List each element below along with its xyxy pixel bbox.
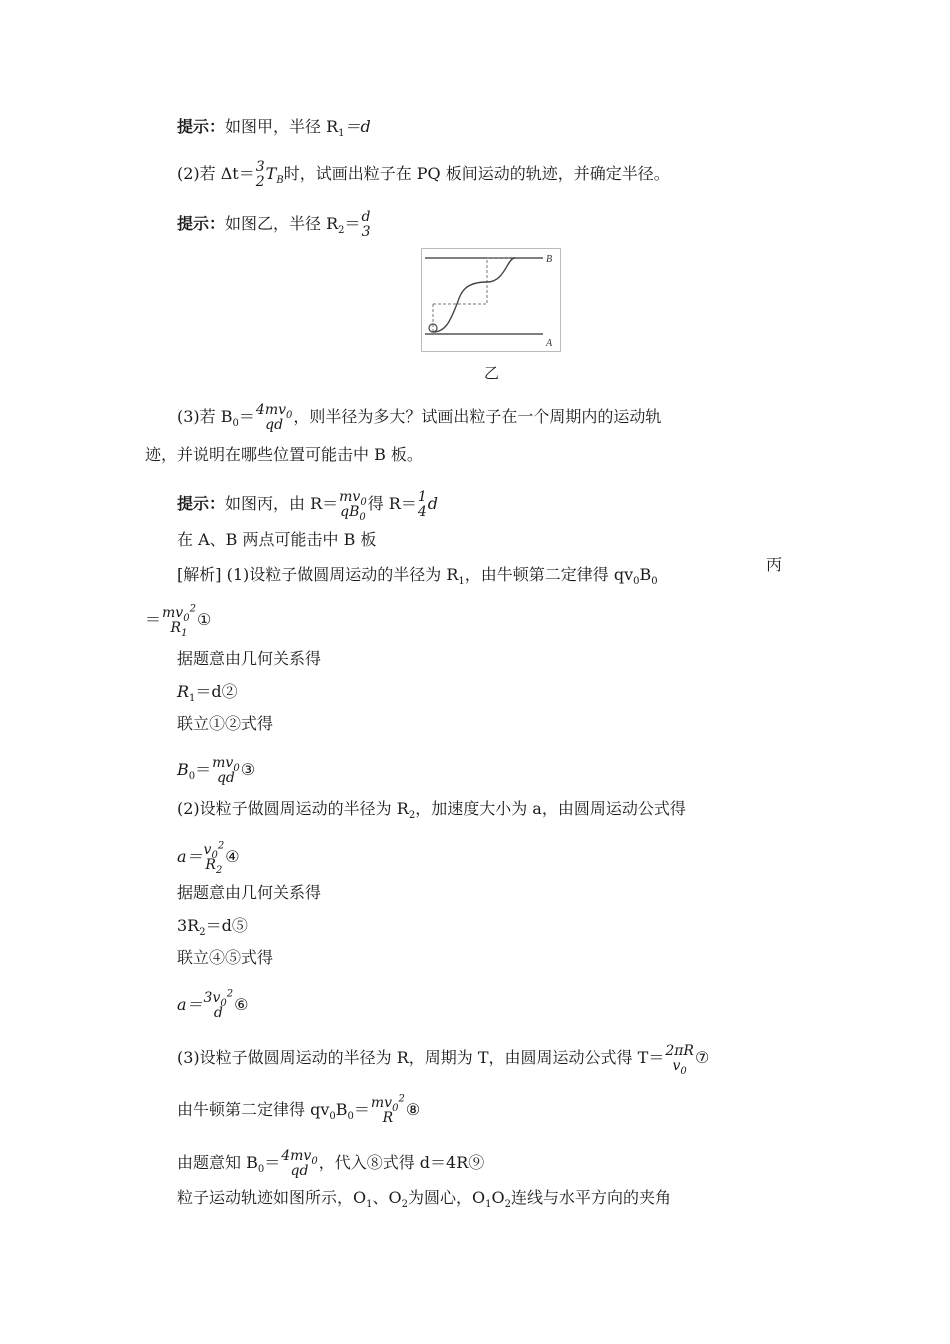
label-b: B [546, 254, 553, 265]
side-label: 丙 [766, 555, 783, 574]
analysis-line-2: ＝ $mv_0^2$ $R_1$ ① [145, 603, 212, 639]
analysis-line-3: 据题意由几何关系得 [177, 649, 322, 668]
hint-3: 提示：如图丙，由 R＝ $mv_0$ $qB_0$ 得 R＝ 1 4 d [177, 489, 439, 523]
hint-2: 提示：如图乙，半径 $R_2=$ d 3 [177, 209, 371, 240]
hint-label: 提示： [177, 214, 226, 233]
fraction: 1 4 [417, 489, 427, 520]
fraction: $mv_0$ qd [212, 755, 240, 786]
label-a: A [546, 338, 553, 349]
question-2: (2)若 Δt＝ 3 2 $T_B$时，试画出粒子在 PQ 板间运动的轨迹，并确定半径。 [177, 159, 670, 190]
figure-caption: 乙 [484, 364, 500, 382]
fraction: $3v_0^2$ d [203, 988, 234, 1021]
analysis-line-5: 联立①②式得 [177, 714, 274, 733]
analysis-line-13: (3)设粒子做圆周运动的半径为 R，周期为 T，由圆周运动公式得 T＝ 2πR $v_0$ ⑦ [177, 1043, 710, 1077]
analysis-line-12: a＝ $3v_0^2$ d ⑥ [177, 988, 249, 1021]
question-3: (3)若 $B_0=$ $4mv_0$ qd ，则半径为多大？试画出粒子在一个周期内的运动轨 [177, 402, 662, 433]
dashed-guide [433, 258, 515, 332]
analysis-line-14: 由牛顿第二定律得 $qv_0B_0=$ $mv_0^2$ R ⑧ [177, 1093, 421, 1126]
fraction: $4mv_0$ qd [255, 402, 293, 433]
fraction: $4mv_0$ qd [281, 1148, 318, 1179]
fraction: d 3 [361, 209, 371, 240]
trajectory-diagram [421, 248, 561, 352]
analysis-line-10: $3R_2=d⑤$ [177, 916, 248, 939]
trajectory-figure [421, 248, 561, 352]
hint-3-line-2: 在 A、B 两点可能击中 B 板 [177, 530, 377, 549]
hint-label: 提示： [177, 494, 226, 513]
analysis-line-6: $B_0=$ $mv_0$ qd ③ [177, 755, 256, 786]
analysis-line-11: 联立④⑤式得 [177, 948, 274, 967]
analysis-line-9: 据题意由几何关系得 [177, 883, 322, 902]
hint-label: 提示： [177, 117, 226, 136]
fraction: 3 2 [255, 159, 265, 190]
fraction: $mv_0$ $qB_0$ [339, 489, 367, 523]
fraction: $v_0^2$ $R_2$ [203, 840, 225, 876]
fraction: 2πR $v_0$ [665, 1043, 694, 1077]
analysis-line-8: a＝ $v_0^2$ $R_2$ ④ [177, 840, 240, 876]
fraction: $mv_0^2$ $R_1$ [162, 603, 196, 639]
fraction: $mv_0^2$ R [370, 1093, 405, 1126]
analysis-line-1: [解析] (1)设粒子做圆周运动的半径为 $R_1$，由牛顿第二定律得 $qv_0B_0$ [177, 565, 658, 588]
particle-path [433, 258, 515, 332]
analysis-line-15: 由题意知 $B_0=$ $4mv_0$ qd ，代入⑧式得 d＝4R⑨ [177, 1148, 485, 1179]
question-3-line-2: 迹，并说明在哪些位置可能击中 B 板。 [145, 445, 423, 464]
analysis-line-4: $R_1=d②$ [177, 682, 238, 705]
hint-1: 提示：如图甲，半径 $R_1=d$ [177, 117, 371, 140]
analysis-line-16: 粒子运动轨迹如图所示，$O_1$、$O_2$为圆心，$O_1O_2$连线与水平方向的夹角 [177, 1188, 672, 1211]
analysis-line-7: (2)设粒子做圆周运动的半径为 $R_2$，加速度大小为 a，由圆周运动公式得 [177, 799, 686, 822]
